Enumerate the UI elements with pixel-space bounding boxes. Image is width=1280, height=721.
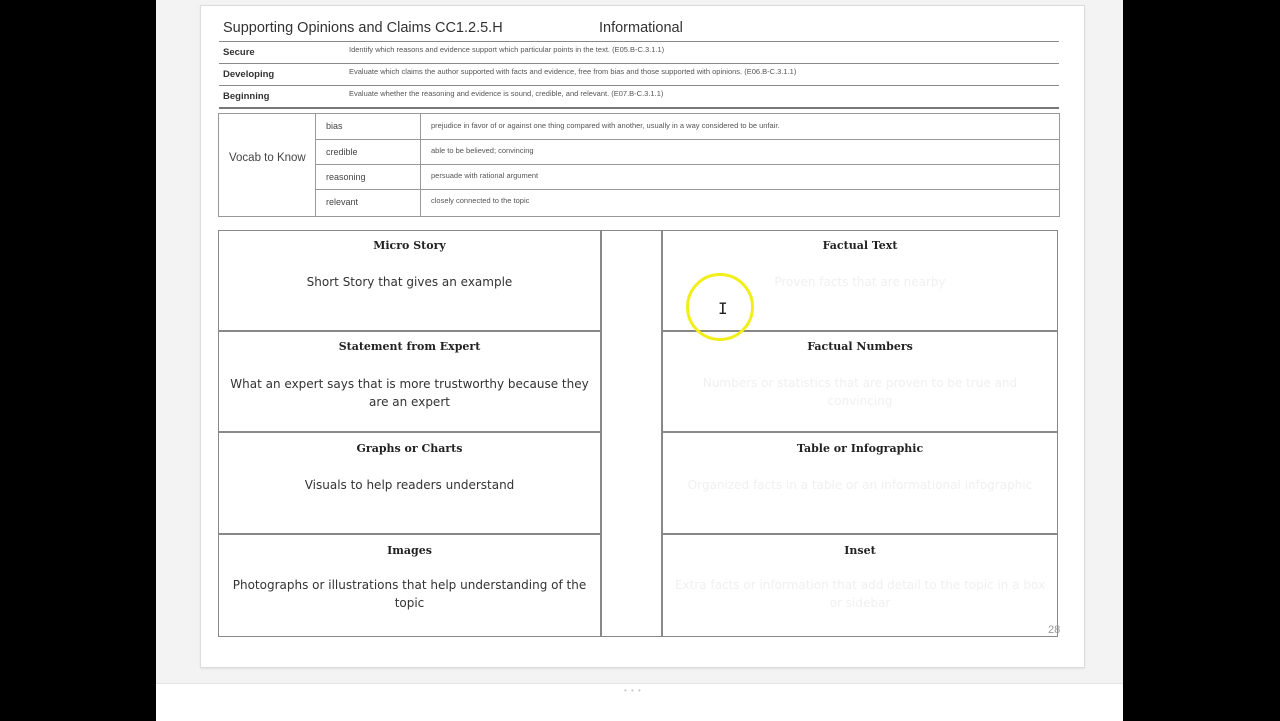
vocab-row [316, 165, 1059, 190]
evidence-card [663, 332, 1057, 433]
card-description: Organized facts in a table or an informational infographic [687, 478, 1033, 492]
evidence-card [219, 434, 600, 535]
evidence-card [219, 332, 600, 433]
level-name: Beginning [223, 91, 270, 102]
proficiency-levels-table [219, 41, 1059, 109]
vocab-term: reasoning [326, 172, 366, 182]
page-number: 28 [1048, 624, 1061, 636]
resize-grip-icon[interactable]: • • • [624, 686, 642, 695]
text-cursor-icon: I [718, 299, 728, 318]
card-title: Table or Infographic [796, 442, 924, 455]
card-description: Visuals to help readers understand [304, 478, 515, 492]
vocab-row [316, 114, 1059, 140]
card-title: Inset [844, 544, 876, 557]
card-title: Graphs or Charts [356, 442, 463, 455]
evidence-card [663, 434, 1057, 535]
evidence-card [663, 536, 1057, 637]
level-row [219, 86, 1059, 109]
vocab-row [316, 190, 1059, 216]
level-name: Developing [223, 69, 275, 80]
vocab-definition: persuade with rational argument [431, 171, 539, 180]
level-row [219, 42, 1059, 64]
vocab-definition: able to be believed; convincing [431, 146, 534, 155]
level-description: Identify which reasons and evidence support which particular points in the text. (E05.B-C.3.1.1) [349, 45, 665, 54]
card-title: Statement from Expert [338, 340, 481, 353]
card-description: Numbers or statistics that are proven to be true and convincing [702, 376, 1018, 408]
level-description: Evaluate which claims the author supported with facts and evidence, free from bias and those supported with opinions. (E06.B-C.3.1.1) [349, 67, 797, 76]
vocab-definition: prejudice in favor of or against one thing compared with another, usually in a way considered to be unfair. [431, 121, 780, 130]
document-viewer [156, 0, 1123, 720]
vocab-term: credible [326, 147, 358, 157]
card-description: What an expert says that is more trustworthy because they are an expert [230, 377, 589, 409]
evidence-types-grid [218, 230, 1061, 637]
level-row [219, 64, 1059, 86]
card-title: Images [387, 544, 432, 557]
vocab-label-cell [219, 114, 316, 216]
level-name: Secure [223, 47, 255, 58]
card-description: Extra facts or information that add detail to the topic in a box or sidebar [674, 578, 1046, 610]
card-title: Factual Numbers [807, 340, 913, 353]
vocab-label: Vocab to Know [229, 152, 306, 164]
card-description: Photographs or illustrations that help understanding of the topic [232, 578, 587, 610]
vocab-term: relevant [326, 197, 359, 207]
vocab-definition: closely connected to the topic [431, 196, 530, 205]
grid-divider [600, 231, 663, 636]
card-description: Short Story that gives an example [306, 275, 513, 289]
viewer-footer-bar [156, 683, 1123, 721]
page-title: Supporting Opinions and Claims CC1.2.5.H [223, 20, 503, 36]
vocab-table [218, 113, 1060, 217]
vocab-term: bias [326, 121, 343, 131]
vocab-row [316, 140, 1059, 165]
card-title: Factual Text [822, 239, 898, 252]
document-page [200, 5, 1085, 668]
text-type-label: Informational [599, 20, 683, 36]
card-description: Proven facts that are nearby [774, 275, 946, 289]
evidence-card [219, 536, 600, 637]
evidence-card [219, 231, 600, 332]
card-title: Micro Story [373, 239, 446, 252]
level-description: Evaluate whether the reasoning and evidence is sound, credible, and relevant. (E07.B-C.3.1.1) [349, 89, 664, 98]
